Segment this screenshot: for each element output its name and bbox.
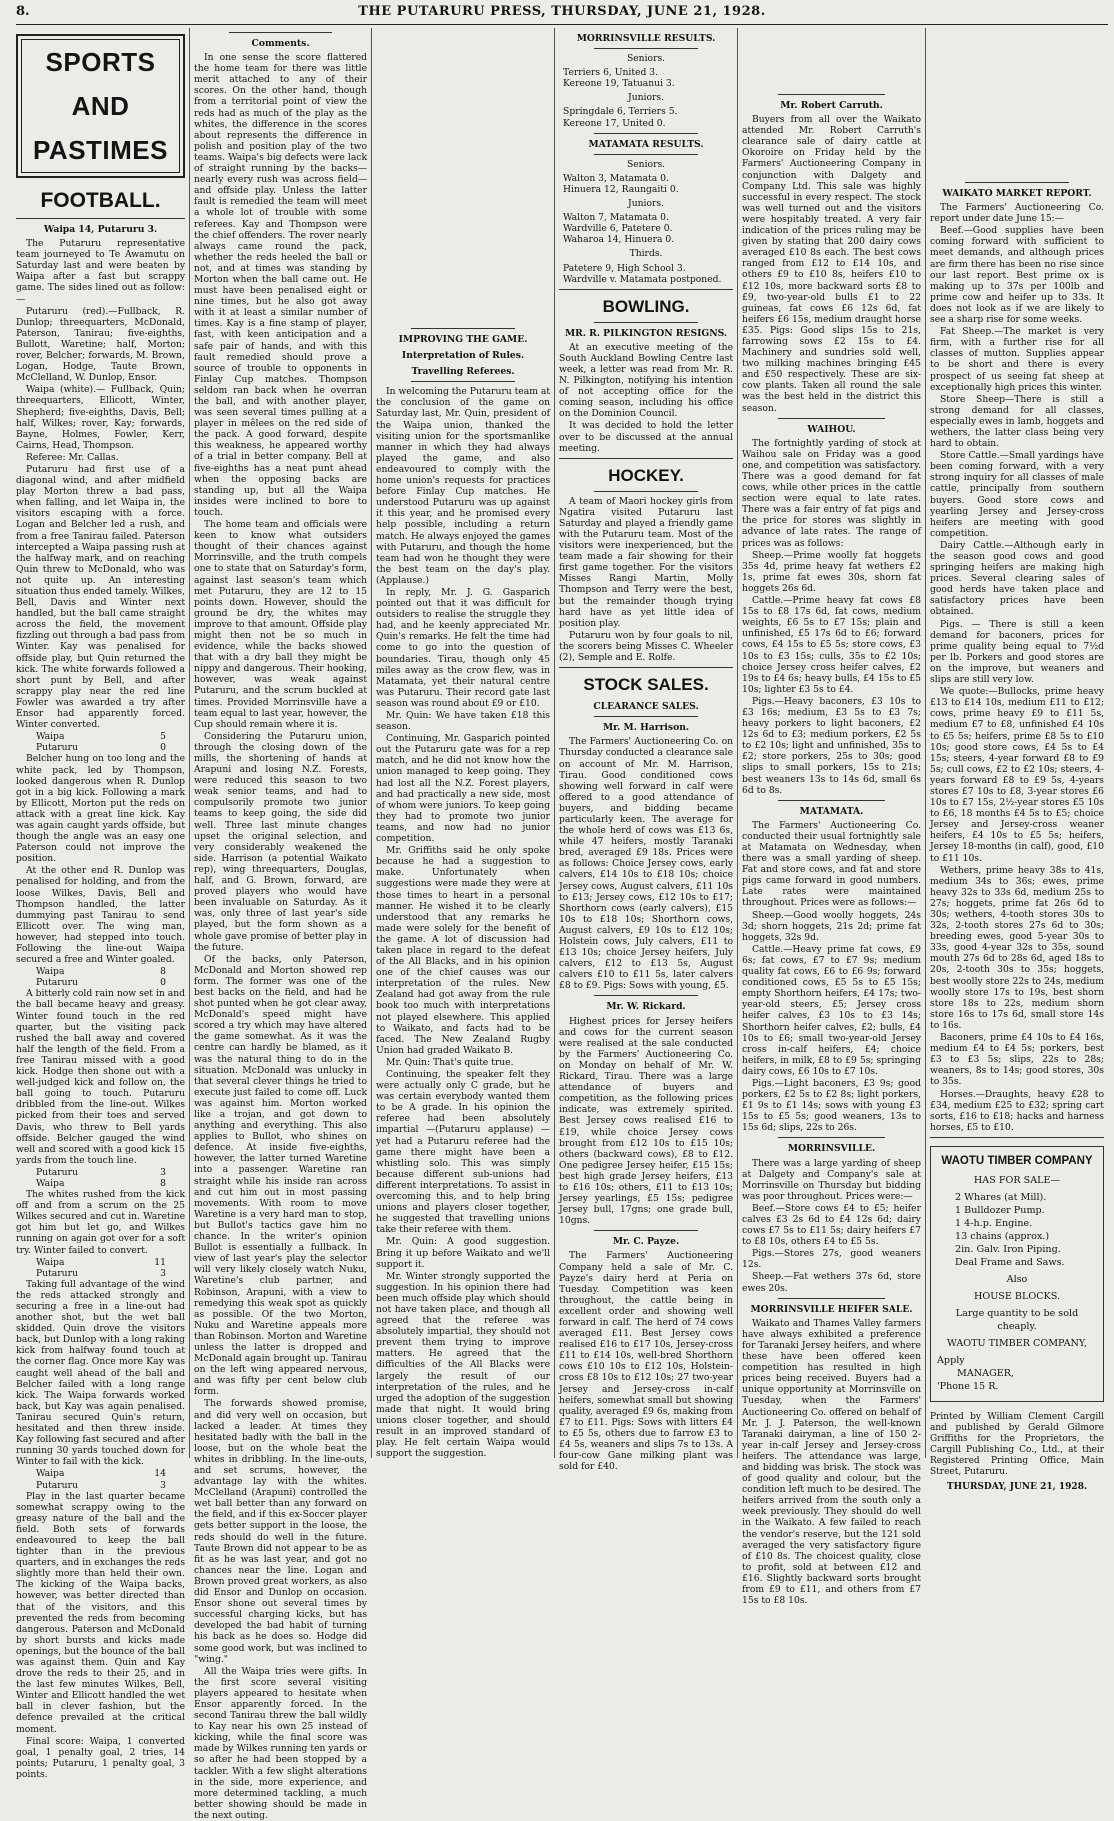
score-block [16, 731, 185, 753]
paragraph: There was a large yarding of sheep at Dalgety and Company's sale at Morrinsville on Thursday but bidding was poor throughout. Prices were:— [742, 1157, 921, 1202]
paragraph: Continuing, the speaker felt they were actually only C grade, but he was certain everybody wanted them to be A grade. In his opinion the referee had been absolutely impartial —(Putaruru applause) — yet had a Putaruru referee had the game there might have been a whistling solo. This was simply because different sub-unions had different interpretations. To assist in overcoming this, and to help bring unions and players closer together, he suggested that travelling unions take their referee with them. [376, 1069, 551, 1236]
bowling-sub: MR. R. PILKINGTON RESIGNS. [564, 327, 728, 339]
market-report-heading: WAIKATO MARKET REPORT. [942, 188, 1092, 199]
paragraph: Mr. Quin: That's quite true. [386, 1056, 514, 1068]
paragraph: Play in the last quarter became somewhat scrappy owing to the greasy nature of the ball and the field. Both sets of forwards endeavoured to keep the ball tighter than in the previous quarters, and in exchanges the reds slightly more than held their own. The kicking of the Waipa backs, however, was better directed than that of the visitors, and this prevented the reds from becoming dangerous. Paterson and McDonald by short bursts and kicks made openings, but the bounce of the ball was against them. Quin and Kay drove the reds to their 25, and in the last few minutes Wilkes, Bell, Winter and Ellicott handled the wet ball in clever fashion, but the defence prevailed at the critical moment. [16, 1490, 186, 1735]
ad-item: 1 Bulldozer Pump. [955, 1204, 1045, 1216]
result-line: Hinuera 12, Raungaiti 0. [563, 183, 679, 195]
score-line [36, 1268, 166, 1279]
score-team: Waipa [36, 1177, 65, 1189]
ad-item: 1 4-h.p. Engine. [955, 1217, 1033, 1229]
football-comments [194, 52, 367, 1821]
score-block [16, 1257, 185, 1279]
ad-apply: Apply [937, 1354, 965, 1366]
heifer-sale-heading: MORRINSVILLE HEIFER SALE. [750, 1303, 913, 1315]
column-2 [190, 28, 372, 1821]
ad-item: 13 chains (approx.) [955, 1230, 1050, 1242]
paragraph: Buyers from all over the Waikato attended Mr. Robert Carruth's clearance sale of dairy cattle at Okoroire on Friday held by the Farmers' Auctioneering Company in conjunction with Dalgety and Company Ltd. This sale was highly successful in every respect. The stock was well turned out and the visitors were hospitably treated. A very fair indication of the prices ruling may be given by stating that 200 dairy cows averaged £10 8s each. The best cows ranged from £12 to £14 10s, and others £9 to £10 8s, heifers £10 to £12 10s, more backward sorts £8 to £9, two-year-old bulls £1 to 22 guineas, fat cows £6 12s 6d, fat heifers £6 15s, medium draught horse £35. Pigs: Good slips 15s to 21s, farrowing sows £2 15s to £4. Machinery and sundries sold well, two milking machines bringing £45 and £50 respectively. These are six-cow plants. Taken all round the sale was the best held in the district this season. [742, 114, 921, 414]
score-points: 11 [154, 1256, 166, 1268]
column-4 [555, 28, 738, 1473]
waihou-article [742, 438, 921, 796]
result-line: Springdale 6, Terriers 5. [563, 106, 678, 118]
column-5 [738, 28, 926, 1607]
improving-heading: IMPROVING THE GAME. [398, 334, 528, 345]
score-block [16, 1468, 185, 1490]
paragraph: The Farmers' Auctioneering Company held a sale of Mr. C. Payze's dairy herd at Peria on Tuesday. Competition was keen throughout, the cattle being in excellent order and showing well forward in calf. The herd of 74 cows averaged £11. Best Jersey cows realised £16 to £17 10s, Jersey-cross £11 to £14 10s, well-bred Shorthorn cows £10 10s to £12 10s, Holstein-cross £8 10s to £12 10s; 27 two-year Jersey and Jersey-cross in-calf heifers, somewhat small but showing quality, averaged £9 6s, making from £7 to £11. Pigs: Sows with litters £4 to £5 5s, others due to farrow £3 to £4 5s, weaners and slips 7s to 13s. A four-cow Gane milking plant was sold for £40. [559, 1250, 734, 1473]
score-team: Putaruru [36, 1267, 78, 1279]
football-heading: FOOTBALL. [40, 189, 161, 212]
imprint-date: THURSDAY, JUNE 21, 1928. [946, 1481, 1088, 1492]
paragraph: Cattle.—Prime heavy fat cows £8 15s to £8 17s 6d, fat cows, medium weights, £6 5s to £7 15s; plain and unfinished, £5 17s 6d to £6; forward cows, £4 15s to £5 5s; store cows, £3 10s to £3 15s; culls, 35s to £2 10s; choice Jersey cross heifer calves, £2 19s to £4 6s; heavy bulls, £4 15s to £5 10s; lighter £3 5s to £4. [742, 595, 921, 695]
paragraph: Waikato and Thames Valley farmers have always exhibited a preference for Taranaki Jersey heifers, and where these have been offered keen competition has resulted in high prices being received. Buyers had a unique opportunity at Morrinsville on Tuesday, when the Farmers' Auctioneering Co. offered on behalf of Mr. J. J. Paterson, the well-known Taranaki dairyman, a line of 150 2-year in-calf Jersey and Jersey-cross heifers. The attendance was large, and bidding was brisk. The stock was of good quality and colour, but the condition left much to be desired. The heifers arrived from the south only a week previously. They should do well in the Waikato. A few failed to reach the vendor's reserve, but the 121 sold averaged the very satisfactory figure of £10 8s. The choicest quality, close to profit, sold at between £12 and £16. Slightly backward sorts brought from £9 to £11, and others from £7 15s to £8 10s. [742, 1317, 921, 1607]
ad-item: 2 Whares (at Mill). [955, 1191, 1047, 1203]
hockey-article [559, 496, 733, 663]
score-team: Waipa [36, 1468, 65, 1480]
paragraph: Considering the Putaruru union, through the closing down of the mills, the shortening of hands at Arapuni and losing N.Z. Forests, were reduced this season to two weak senior teams, and had to compulsorily promote two junior teams to keep going, the side did well. Three last minute changes upset the original selection, and very considerably weakened the side. Harrison (a potential Waikato rep), wing threequarters, Douglas, half, and G. Brown, forward, are proved players who would have been invaluable on Saturday. As it was, only three of last year's side played, but the form shown as a whole gave promise of better play in the future. [194, 730, 368, 953]
results-group-title: Seniors. [626, 158, 666, 170]
morrinsville-results-heading: MORRINSVILLE RESULTS. [576, 33, 716, 44]
paragraph: Baconers, prime £4 10s to £4 16s, medium £4 to £4 5s; porkers, best £3 to £3 5s; slips, 22s to 28s; weaners, 8s to 14s; good stores, 30s to 35s. [930, 1032, 1104, 1088]
score-points: 0 [160, 977, 166, 989]
paragraph: Putaruru had first use of a diagonal wind, and after midfield play Morton threw a bad pass, when falling, and let Waipa in, the visitors escaping with a force. Logan and Belcher led a rush, and from a free Tanirau failed. Paterson intercepted a Waipa passing rush at the halfway mark, and on reaching Quin threw to McDonald, who was not quite up. An interesting situation thus ended tamely. Wilkes, Bell, Davis and Winter next handled, but the ball came straight across the field, the movement fizzling out through a bad pass from Winter. Kay was penalised for offside play, but Quin returned the kick. The white forwards followed a short punt by Bell, and after scrappy play near the red line Fowler was awarded a try after Ensor had apparently forced. Winter converted. [16, 463, 186, 731]
imprint-text: Printed by William Clement Cargill and published by Gerald Gilmore Griffiths for the Proprietors, the Cargill Publishing Co., Ltd., at their Registered Printing Office, Main Street, Putaruru. [930, 1411, 1104, 1477]
paragraph: At an executive meeting of the South Auckland Bowling Centre last week, a letter was read from Mr. R. N. Pilkington, notifying his intention of not accepting office for the coming season, including his office on the Dominion Council. [559, 341, 734, 420]
paragraph: Wethers, prime heavy 38s to 41s, medium 34s to 36s; ewes, prime heavy 32s to 33s 6d, medium 25s to 27s; hoggets, prime fat 26s 6d to 30s; wethers, 4-tooth stores 30s to 32s, 2-tooth stores 27s 6d to 30s; breeding ewes, good 5-year 30s to 33s, good 4-year 32s to 35s, sound mouth 27s 6d to 28s 6d, aged 18s to 20s, 2-tooth 30s to 35s; hoggets, best woolly store 22s to 24s, medium woolly store 17s to 19s, best shorn store 18s to 22s, medium shorn store 16s to 17s 6d, small store 14s to 16s. [930, 864, 1104, 1031]
result-line: Wardville 6, Patetere 0. [563, 223, 673, 235]
paragraph: Highest prices for Jersey heifers and cows for the current season were realised at the sale conducted by the Farmers' Auctioneering Co. on Monday on behalf of Mr. W. Rickard, Tirau. There was a large attendance of buyers and competition, as the following prices indicate, was extremely spirited. Best Jersey cows realised £16 to £19, while choice Jersey cows brought from £12 10s to £15 10s; others (backward cows), £8 to £12. One pedigree Jersey heifer, £15 15s; best high grade Jersey heifers, £13 to £16 10s; others, £11 to £13 10s; Jersey yearlings, £5 15s; pedigree Jersey bull, 17gns; one grade bull, 10gns. [559, 1015, 734, 1227]
paragraph: A team of Maori hockey girls from Ngatira visited Putaruru last Saturday and played a friendly game with the Putaruru team. Most of the visitors were inexperienced, but the team made a fair showing for their first game together. For the visitors Misses Rangi Martin, Molly Thompson and Terry were the best, but the remainder though trying hard have as yet little idea of position play. [559, 495, 734, 629]
paragraph: Putaruru (red).—Fullback, R. Dunlop; threequarters, McDonald, Paterson, Tanirau; five-eighths, Bullott, Waretine; half, Morton; rover, Belcher; forwards, M. Brown, Logan, Hodge, Taute Brown, McClelland, W. Dunlop, Ensor. [16, 305, 186, 384]
score-team: Waipa [36, 731, 65, 743]
morrinsville-heading: MORRINSVILLE. [787, 1143, 876, 1155]
paragraph: Cattle.—Heavy prime fat cows, £9 6s; fat cows, £7 to £7 9s; medium quality fat cows, £6 to £6 9s; forward conditioned cows, £5 5s to £5 15s; empty Shorthorn heifers, £4 17s; two-year-old steers, £5; Jersey cross heifer calves, £3 10s to £3 14s; Shorthorn heifer calves, £2; bulls, £4 10s to £6; small two-year-old Jersey cross in-calf heifers, £4; choice heifers, in milk, £8 to £9 5s; springing dairy cows, £6 10s to £7 10s. [742, 943, 921, 1077]
paragraph: Store Sheep—There is still a strong demand for all classes, especially ewes in lamb, hoggets and wethers, the latter class being very hard to obtain. [930, 393, 1104, 450]
football-report [16, 238, 185, 730]
ad-for-sale: HAS FOR SALE— [973, 1174, 1061, 1186]
paragraph: Pigs. — There is still a keen demand for baconers, prices for prime quality being equal to 7½d per lb. Porkers and good stores are on the improve, but weaners and slips are still very low. [930, 618, 1104, 686]
score-line [36, 1257, 166, 1268]
rickard-article [559, 1016, 733, 1227]
imprint [930, 1412, 1104, 1493]
result-line: Wardville v. Matamata postponed. [563, 273, 722, 285]
masthead [16, 4, 1108, 25]
paragraph: Waipa (white).— Fullback, Quin; threequarters, Ellicott, Winter, Shepherd; five-eighths, Davis, Bell; half, Wilkes; rover, Kay; forwards, Bayne, Holmes, Fowler, Kerr, Cairns, Head, Thompson. [16, 384, 186, 451]
paragraph: A bitterly cold rain now set in and the ball became heavy and greasy. Winter found touch in the red quarter, but the visiting pack rushed the ball away and covered half the length of the field. From a free Tanirau missed with a good kick. Hodge then shone out with a well-judged kick and follow on, the ball going to touch. Putaruru dribbled from the line-out. Wilkes picked from their toes and served Davis, who threw to Bell yards offside. Belcher gauged the wind well and scored with a good kick 15 yards from the touch line. [16, 988, 186, 1166]
score-points: 5 [160, 731, 166, 743]
waihou-heading: WAIHOU. [807, 423, 856, 435]
result-line: Kereone 17, United 0. [563, 117, 666, 129]
ad-also: Also [1006, 1273, 1028, 1285]
result-line: Kereone 19, Tatuanui 3. [563, 78, 675, 90]
football-report-3 [16, 988, 185, 1166]
rickard-heading: Mr. W. Rickard. [606, 1001, 686, 1013]
carruth-heading: Mr. Robert Carruth. [780, 100, 883, 111]
score-team: Putaruru [36, 1479, 78, 1491]
paragraph: Taking full advantage of the wind the reds attacked strongly and securing a free in a line-out had another shot, but the wet ball skidded. Quin drove the visitors back, but Dunlop with a long raking kick from halfway found touch at the corner flag. Once more Kay was caught well ahead of the ball and Belcher failed with a long range kick. The Waipa forwards worked back, but Kay was again penalised. Tanirau secured Quin's return, hesitated and then threw inside. Kay following fast secured and after running 30 yards touched down for Winter to fail with the kick. [16, 1278, 186, 1468]
paragraph: Pigs.—Heavy baconers, £3 10s to £3 16s; medium, £3 5s to £3 7s; heavy porkers to light baconers, £2 12s 6d to £3; medium porkers, £2 5s to £2 10s; light and unfinished, 35s to £2; store porkers, 25s to 30s; good slips to small porkers, 15s to 21s; best weaners 13s to 14s 6d, small 6s 6d to 8s. [742, 695, 921, 796]
paragraph: Store Cattle.—Small yardings have been coming forward, with a very strong inquiry for all classes of male cattle, principally from southern buyers. Good store cows and yearling Jersey and Jersey-cross heifers are meeting with good competition. [930, 450, 1104, 539]
score-line [36, 1178, 166, 1189]
result-line: Patetere 9, High School 3. [563, 262, 686, 274]
football-report-2 [16, 753, 185, 965]
paragraph: Referee: Mr. Callas. [26, 451, 119, 463]
score-points: 8 [160, 966, 166, 978]
ad-company-name: WAOTU TIMBER COMPANY [941, 1154, 1093, 1167]
ad-manager: MANAGER, [957, 1367, 1015, 1379]
morrinsville-article [742, 1158, 921, 1294]
score-block [16, 966, 185, 988]
score-points: 3 [160, 1166, 166, 1178]
score-line [36, 1167, 166, 1178]
score-block [16, 1167, 185, 1189]
paragraph: Belcher hung on too long and the white pack, led by Thompson, looked dangerous when R. Dunlop got in a big kick. Following a mark by Ellicott, Morton put the reds on attack with a great line kick. Kay was again caught yards offside, but though the angle was an easy one Paterson could not improve the position. [16, 753, 186, 865]
football-subheading: Waipa 14, Putaruru 3. [43, 224, 158, 235]
improving-article [376, 386, 550, 1459]
paragraph: Continuing, Mr. Gasparich pointed out the Putaruru gate was for a rep match, and he did not know how the union managed to keep going. They had lost all the N.Z. Forest players, and had practically a new side, most of whom were juniors. To keep going they had to promote two junior teams, and now had no junior competition. [376, 733, 551, 845]
bowling-heading: BOWLING. [602, 296, 690, 316]
paragraph: Mr. Quin: A good suggestion. Bring it up before Waikato and we'll support it. [376, 1236, 551, 1270]
ad-item: Deal Frame and Saws. [955, 1256, 1065, 1268]
column-6 [926, 28, 1108, 1492]
score-points: 8 [160, 1177, 166, 1189]
paragraph: Pigs.—Light baconers, £3 9s; good porkers, £2 5s to £2 8s; light porkers, £1 9s to £1 14s; sows with young £3 15s to £5 5s; good weaners, 13s to 15s 6d; slips, 22s to 26s. [742, 1077, 921, 1134]
paragraph: Dairy Cattle.—Although early in the season good cows and good springing heifers are making high prices. Several clearing sales of good herds have taken place and satisfactory prices have been obtained. [930, 539, 1104, 618]
result-line: Walton 3, Matamata 0. [563, 172, 669, 184]
paragraph: Sheep.—Prime woolly fat hoggets 35s 4d, prime heavy fat wethers £2 1s, prime fat ewes 30s, shorn fat hoggets 26s 6d. [742, 549, 921, 594]
matamata-results [559, 159, 733, 285]
paragraph: The home team and officials were keen to know what outsiders thought of their chances against Morrinsville, and the truth compels one to state that on Saturday's form, against last season's team which met Putaruru, they are 12 to 15 points down. However, should the ground be dry, the whites may improve to that amount. Offside play might then not be so much in evidence, while the backs showed that with a dry ball they might be nippy and dangerous. Their hooking, however, was weak against Putaruru, and the scrum buckled at times. Provided Morrinsville have a team equal to last year, however, the Cup should remain where it is. [194, 519, 368, 730]
column-3 [372, 28, 555, 1458]
market-report-article [930, 202, 1104, 1133]
score-line [36, 977, 166, 988]
ad-company-sign: WAOTU TIMBER COMPANY, [946, 1337, 1088, 1349]
clearance-sales-sub: CLEARANCE SALES. [593, 701, 699, 713]
comments-heading: Comments. [251, 38, 310, 49]
score-points: 3 [160, 1479, 166, 1491]
paragraph: The forwards showed promise, and did very well on occasion, but lacked a leader. At times they hesitated badly with the ball in the loose, but on the whole beat the whites in dribbling. In the line-outs, and set scrums, however, the advantage lay with the whites. McClelland (Arapuni) controlled the wet ball better than any forward on the field, and if this ex-Soccer player gets better support in the loose, the reds should do well in the future. Taute Brown did not appear to be as fit as he was last year, and got no chances near the line. Logan and Brown proved great workers, as also did Ensor and Dunlop on occasion. Ensor shone out several times by successful charging kicks, but has developed the bad habit of turning his back as he does so. Hodge did some good work, but was inclined to "wing." [194, 1398, 368, 1665]
score-points: 3 [160, 1267, 166, 1279]
paragraph: The fortnightly yarding of stock at Waihou sale on Friday was a good one, and competition was satisfactory. There was a good demand for fat cows, while other prices in the cattle section were equal to late rates. There was a fair entry of fat pigs and the price for stores was slightly in advance of late rates. The range of prices was as follows: [742, 437, 921, 549]
score-line [36, 966, 166, 977]
paragraph: The Putaruru representative team journeyed to Te Awamutu on Saturday last and were beaten by Waipa after a fast but scrappy game. The sides lined out as follow:— [16, 238, 186, 305]
football-report-5 [16, 1279, 185, 1468]
timber-advertisement [930, 1146, 1104, 1402]
section-banner: SPORTS AND PASTIMES [16, 34, 185, 178]
paragraph: Beef.—Store cows £4 to £5; heifer calves £3 2s 6d to £4 12s 6d; dairy cows £7 5s to £11 5s; dairy heifers £7 to £8 10s, others £4 to £5 5s. [742, 1202, 921, 1248]
paragraph: In reply, Mr. J. G. Gasparich pointed out that it was difficult for outsiders to realise the struggle they had, and he keenly appreciated Mr. Quin's remarks. He felt the time had come to go into the question of boundaries. Tirau, though only 45 miles away as the crow flew, was in Matamata, yet their natural centre was Putaruru. Their record gate last season was round about £9 or £10. [376, 586, 551, 709]
heifer-sale-article [742, 1318, 921, 1606]
column-1 [16, 28, 190, 1780]
paragraph: We quote:—Bullocks, prime heavy £13 to £14 10s, medium £11 to £12; cows, prime heavy £9 to £11 5s, medium £7 to £8, unfinished £4 10s to £5 5s; heifers, prime £8 5s to £10 10s; good store cows, £4 5s to £4 15s; steers, 4-year forward £8 to £9 5s; cull cows, £2 to £2 10s; steers, 4-years forward £8 to £9 5s, 4-years stores £7 10s to £8, 3-year stores £6 10s to £7 15s, 2½-year stores £5 10s to £6, 18 months £4 5s to £5; choice Jersey and Jersey-cross weaner heifers, £4 10s to £5 5s; heifers, Jersey 18-months (in calf), good, £10 to £11 10s. [930, 686, 1104, 864]
score-team: Putaruru [36, 977, 78, 989]
score-line [36, 1468, 166, 1479]
harrison-article [559, 736, 733, 991]
paragraph: It was decided to hold the letter over to be discussed at the annual meeting. [559, 420, 734, 454]
result-line: Terriers 6, United 3. [563, 67, 659, 79]
paragraph: Of the backs, only Paterson, McDonald and Morton showed rep form. The former was one of the best backs on the field, and had he shot punted when he got clear away, McDonald's speed might have scored a try which may have altered the game somewhat. As it was the centre can hardly be blamed, as it was the natural thing to do in the situation. McDonald was unlucky in that several clever things he tried to execute just failed to come off. Luck was against him. Morton worked like a trojan, and got down to anything and everything. This also applies to Bullot, who shines on defence. At inside five-eighths, however, the latter turned Waretine into a passenger. Waretine ran straight while his inside ran across and cut him out in most passing movements. With room to move Waretine is a very hard man to stop, but Bullot's tactics gave him no chance. In the writer's opinion Bullot is essentially a fullback. In view of last year's play the selector will very likely closely watch Nuku, Waretine's club partner, and Robinson, Arapuni, with a view to remedying this weak spot as quickly as possible. Of the two Morton, Nuku and Waretine appeals more than Robinson. Morton and Waretine unless the latter is dropped and McDonald again brought up. Tanirau on the left wing appeared nervous, and was fifty per cent below club form. [194, 953, 368, 1398]
paragraph: Sheep.—Good woolly hoggets, 24s 3d; shorn hoggets, 21s 2d; prime fat hoggets, 32s 9d. [742, 909, 921, 943]
paragraph: Mr. Griffiths said he only spoke because he had a suggestion to make. Unfortunately when suggestions were made they were at those times to heart in a personal manner. He wished it to be clearly understood that any remarks he made were solely for the benefit of the game. A lot of discussion had taken place in regard to the defeat of the All Blacks, and in his opinion one of the chief causes was our interpretation of the rules. New Zealand had got away from the rule book too much with interpretations not played elsewhere. This applied to Waikato, and facts had to be faced. The New Zealand Rugby Union had graded Waikato B. [376, 845, 551, 1056]
matamata-heading: MATAMATA. [799, 805, 864, 817]
paragraph: At the other end R. Dunlop was penalised for holding, and from the loose Wilkes, Davis, Bell and Thompson handled, the latter dummying past Tanirau to send Ellicott over. The wing man, however, had stepped into touch. Following the line-out Waipa secured a free and Winter goaled. [16, 865, 186, 966]
matamata-article [742, 820, 921, 1134]
paragraph: Final score: Waipa, 1 converted goal, 1 penalty goal, 2 tries, 14 points; Putaruru, 1 penalty goal, 3 points. [16, 1735, 186, 1780]
result-line: Waharoa 14, Hinuera 0. [563, 234, 675, 246]
score-line [36, 731, 166, 742]
result-line: Walton 7, Matamata 0. [563, 212, 669, 224]
morrinsville-results [559, 53, 733, 129]
paragraph: The whites rushed from the kick off and from a scrum on the 25 Wilkes secured and cut in. Waretine got him but let go, and Wilkes running on again got over for a soft try. Winter failed to convert. [16, 1189, 186, 1256]
harrison-heading: Mr. M. Harrison. [602, 722, 690, 734]
ad-large-quantity: Large quantity to be sold cheaply. [955, 1307, 1079, 1332]
hockey-heading: HOCKEY. [608, 465, 684, 485]
paragraph: Beef.—Good supplies have been coming forward with sufficient to meet demands, and although prices are firm there has been no rise since our last report. Best prime ox is making up to 37s per 100lb and prime cow and heifer up to 33s. It does not look as if we are likely to see a sharp rise for some weeks. [930, 225, 1104, 326]
score-line [36, 1480, 166, 1491]
paragraph: In one sense the score flattered the home team for there was little merit attached to any of their scores. On the other hand, though from a territorial point of view the reds had as much of the play as the whites, the difference in the scores about represents the difference in polish and position play of the two teams. Waipa's big defects were lack of straight running by the backs—nearly every rush was across field—and offside play. Unless the latter fault is remedied the team will meet a whole lot of trouble with some referees. Kay and Thompson were the chief offenders. The rover nearly always came round the pack, whether the reds heeled the ball or not, and at times was standing by Morton when the ball came out. He must have been penalised eight or nine times, but he also got away with it at least a similar number of times. Kay is a fine stamp of player, fast, with keen anticipation and a safe pair of hands, and with this fault remedied should prove a source of trouble to opponents in Finlay Cup matches. Thompson seldom ran back when he overran the ball, and with another player, was seen several times pulling at a player in mêlees on the red side of the pack. A good forward, despite this weakness, he appeared worthy of a trial in better company. Bell at five-eighths has a neat punt ahead when the opposing backs are standing up, but all the Waipa insides were inclined to bore to touch. [194, 52, 368, 518]
stock-sales-heading: STOCK SALES. [583, 675, 709, 695]
ad-house-blocks: HOUSE BLOCKS. [973, 1290, 1060, 1302]
results-group-title: Juniors. [628, 92, 665, 104]
ad-item: 2in. Galv. Iron Piping. [955, 1243, 1061, 1255]
score-team: Putaruru [36, 1166, 78, 1178]
improving-sub2: Travelling Referees. [411, 366, 515, 378]
paragraph: Sheep.—Fat wethers 37s 6d, store ewes 20s. [742, 1271, 921, 1294]
paragraph: Fat Sheep.—The market is very firm, with a further rise for all classes of mutton. Supplies appear to be short and there is every prospect of us seeing fat sheep at exceptionally high prices this winter. [930, 326, 1104, 393]
payze-heading: Mr. C. Payze. [612, 1236, 680, 1248]
improving-sub1: Interpretation of Rules. [401, 350, 525, 362]
page-number: 8. [16, 4, 30, 19]
score-points: 0 [160, 742, 166, 754]
matamata-results-heading: MATAMATA RESULTS. [588, 138, 704, 150]
football-report-4 [16, 1189, 185, 1256]
score-points: 14 [154, 1468, 166, 1480]
score-line [36, 742, 166, 753]
paragraph: In welcoming the Putaruru team at the conclusion of the game on Saturday last, Mr. Quin, president of the Waipa union, thanked the visiting union for the sportsmanlike manner in which they had always played the game, and also endeavoured to comply with the home union's requests for practices before Finlay Cup matches. He understood Putaruru was up against it this year, and he promised every help possible, including a return match. He always enjoyed the games with Putaruru, and though the home team had won he thought they were the best team on the day's play. (Applause.) [376, 386, 551, 586]
paragraph: All the Waipa tries were gifts. In the first score several visiting players appeared to hesitate when Ensor apparently forced. In the second Tanirau threw the ball wildly to Kay near his own 25 instead of kicking, while the final score was made by Wilkes running ten yards or so after he had been stopped by a tackler. With a few slight alterations in the side, more experience, and more determined tackling, a much better showing should be made in the next outing. [194, 1665, 368, 1821]
bowling-article [559, 342, 733, 454]
paragraph: The Farmers' Auctioneering Co. report under date June 15:— [930, 202, 1104, 225]
paragraph: Mr. Winter strongly supported the suggestion. In his opinion there had been much offside play which should not have taken place, and though all agreed that the referee was absolutely impartial, they should not prevent them trying to improve matters. He agreed that the difficulties of the All Blacks were largely the result of our interpretation of the rules, and he urged the adoption of the suggestion made that night. It would bring unions closer together, and should result in an improved standard of play. He felt certain Waipa would support the suggestion. [376, 1270, 551, 1460]
score-team: Waipa [36, 966, 65, 978]
carruth-article [742, 114, 921, 414]
ad-phone: 'Phone 15 R. [937, 1380, 999, 1392]
paragraph: The Farmers' Auctioneering Co. conducted their usual fortnightly sale at Matamata on Wednesday, when there was a small yarding of sheep. Fat and store cows, and fat and store pigs came forward in good numbers. Late rates were maintained throughout. Prices were as follows:— [742, 819, 921, 909]
newspaper-title: THE PUTARURU PRESS, THURSDAY, JUNE 21, 1928. [358, 4, 766, 19]
payze-article [559, 1250, 733, 1472]
ad-items [937, 1191, 1097, 1269]
results-group-title: Thirds. [629, 248, 663, 260]
football-report-6 [16, 1491, 185, 1780]
paragraph: Putaruru won by four goals to nil, the scorers being Misses C. Wheeler (2), Semple and E. Rolfe. [559, 629, 734, 664]
paragraph: The Farmers' Auctioneering Co. on Thursday conducted a clearance sale on account of Mr. M. Harrison, Tirau. Good conditioned cows showing well forward in calf were offered to a good attendance of buyers, and bidding became particularly keen. The average for the whole herd of cows was £13 6s, while 47 heifers, mostly Taranaki bred, averaged £9 18s. Prices were as follows: Choice Jersey cows, early calvers, £14 10s to £18 10s; choice Jersey cows, August calvers, £11 10s to £13; Jersey cows, £12 10s to £17; Shorthorn cows (early calvers), £15 10s to £18 10s; Shorthorn cows, August calvers, £9 10s to £12 10s; Holstein cows, July calvers, £11 to £13 10s; choice Jersey heifers, July calvers, £12 to £13 5s, August calvers £10 to £11 5s, later calvers £8 to £9. Pigs: Sows with young, £5. [559, 736, 734, 992]
results-group-title: Seniors. [626, 53, 666, 65]
score-team: Waipa [36, 1256, 65, 1268]
results-group-title: Juniors. [628, 198, 665, 210]
paragraph: Horses.—Draughts, heavy £28 to £34, medium £25 to £32; spring cart sorts, £16 to £18; hacks and harness horses, £5 to £10. [930, 1088, 1104, 1133]
paragraph: Pigs.—Stores 27s, good weaners 12s. [742, 1248, 921, 1271]
paragraph: Mr. Quin: We have taken £18 this season. [376, 710, 551, 733]
score-team: Putaruru [36, 742, 78, 754]
